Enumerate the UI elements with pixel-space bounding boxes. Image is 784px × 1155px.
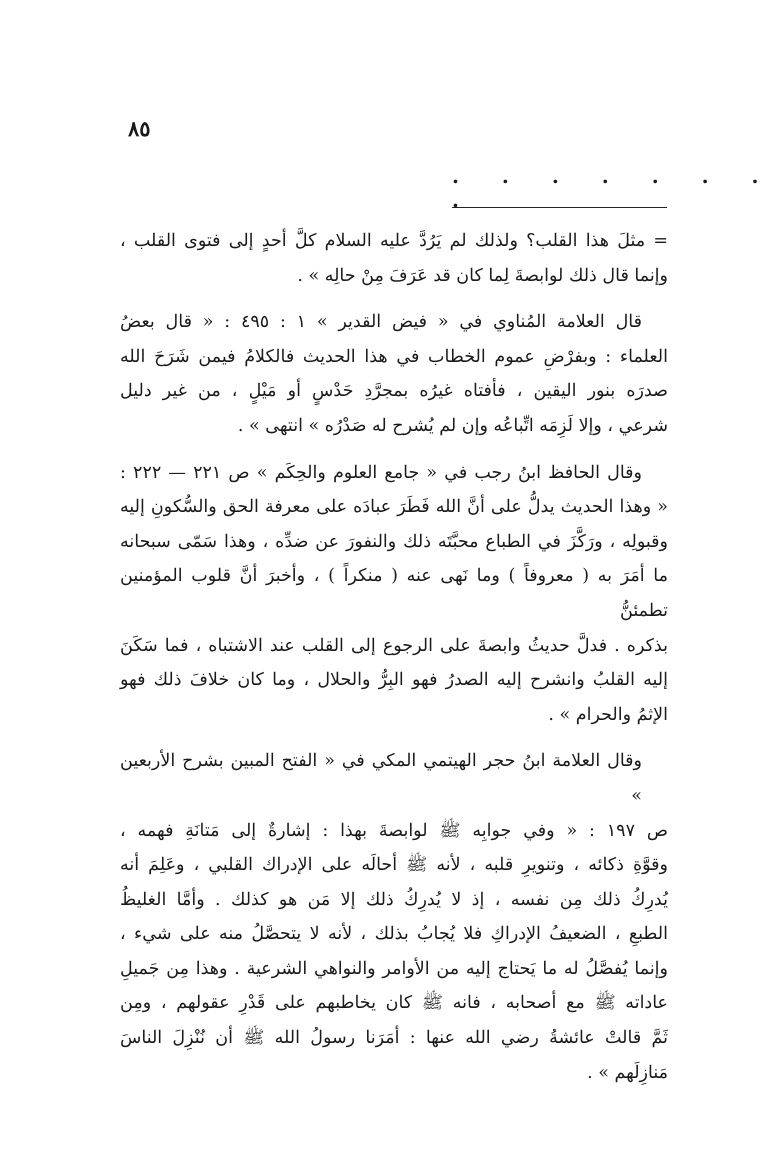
text-line: ما أمَرَ به ( معروفاً ) وما نَهى عنه ( منكراً ) ، وأخبرَ أنَّ قلوب المؤمنين تطمئنُّ (120, 566, 668, 621)
footnote-body (120, 224, 668, 1102)
paragraph-munawi (120, 305, 668, 443)
text-line: وقبولِه ، ورَكَّزَ في الطباع محبَّتَه ذلك والنفورَ عن ضدِّه ، وهذا سَمّى سبحانه (120, 531, 668, 552)
text-line: بذكره . فدلَّ حديثُ وابصةَ على الرجوع إلى القلب عند الاشتباه ، فما سَكَنَ (120, 635, 668, 656)
text-line: وإنما قال ذلك لوابصةَ لِما كان قد عَرَفَ مِنْ حالِه » . (297, 265, 668, 286)
text-line: إليه القلبُ وانشرح إليه الصدرُ فهو البِرُّ والحلال ، وما كان خلافَ ذلك فهو (120, 670, 668, 691)
page-number: ٨٥ (128, 116, 151, 141)
text-line: وقوَّةِ ذكائه ، وتنويرِ قلبه ، لأنه ﷺ أحالَه على الإدراك القلبي ، وعَلِمَ أنه (120, 855, 668, 876)
text-line: صدرَه بنور اليقين ، فأفتاه غيرُه بمجرَّدِ حَدْسٍ أو مَيْلٍ ، من غير دليل (120, 381, 668, 402)
text-line: « وهذا الحديث يدلُّ على أنَّ الله فَطَرَ عبادَه على معرفة الحق والسُّكونِ إليه (120, 497, 668, 518)
text-line: = مثلَ هذا القلب؟ ولذلك لم يَرُدَّ عليه السلام كلَّ أحدٍ إلى فتوى القلب ، (120, 231, 668, 251)
text-line: الإثمُ والحرام » . (548, 704, 668, 725)
paragraph-ibn-rajab (120, 456, 668, 733)
text-line: العلماء : وبفرْضِ عموم الخطاب في هذا الحديث فالكلامُ فيمن شَرَحَ الله (120, 346, 668, 367)
paragraph-ibn-hajar (120, 744, 668, 1090)
text-line: عاداته ﷺ مع أصحابه ، فانه ﷺ كان يخاطبهم على قَدْرِ عقولهم ، ومِن (120, 993, 668, 1014)
text-line: الطبعِ ، الضعيفُ الإدراكِ فلا يُجابُ بذلك ، لأنه لا يتحصَّلُ منه على شيء ، (120, 924, 668, 945)
footnote-rule (452, 207, 667, 208)
text-line: ص ١٩٧ : « وفي جوابِه ﷺ لوابصةَ بهذا : إشارةٌ إلى مَتانَةِ فهمه ، (120, 820, 668, 841)
text-line: وإنما يُفصَّلُ له ما يَحتاج إليه من الأوامر والنواهي الشرعية . وهذا مِن جَميلِ (120, 958, 668, 979)
text-line: يُدرِكُ ذلك مِن نفسه ، إذ لا يُدرِكُ ذلك إلا مَن هو كذلك . وأمَّا الغليظُ (120, 889, 668, 910)
text-line: ثَمَّ قالتْ عائشةُ رضي الله عنها : أمَرَنا رسولُ الله ﷺ أن نُنْزِلَ الناسَ (120, 1028, 668, 1049)
text-line: وقال العلامة ابنُ حجر الهيتمي المكي في « الفتح المبين بشرح الأربعين » (120, 751, 642, 806)
paragraph-continuation (120, 224, 668, 293)
text-line: مَنازِلَهم » . (587, 1062, 668, 1083)
ellipsis-dots: . . . . . . . . (452, 164, 777, 212)
text-line: قال العلامة المُناوي في « فيض القدير » ١ : ٤٩٥ : « قال بعضُ (120, 312, 642, 333)
text-line: وقال الحافظ ابنُ رجب في « جامع العلوم والحِكَم » ص ٢٢١ — ٢٢٢ : (120, 462, 642, 483)
text-line: شرعي ، وإلا لَزِمَه اتِّباعُه وإن لم يُشرح له صَدْرُه » انتهى » . (237, 415, 668, 436)
